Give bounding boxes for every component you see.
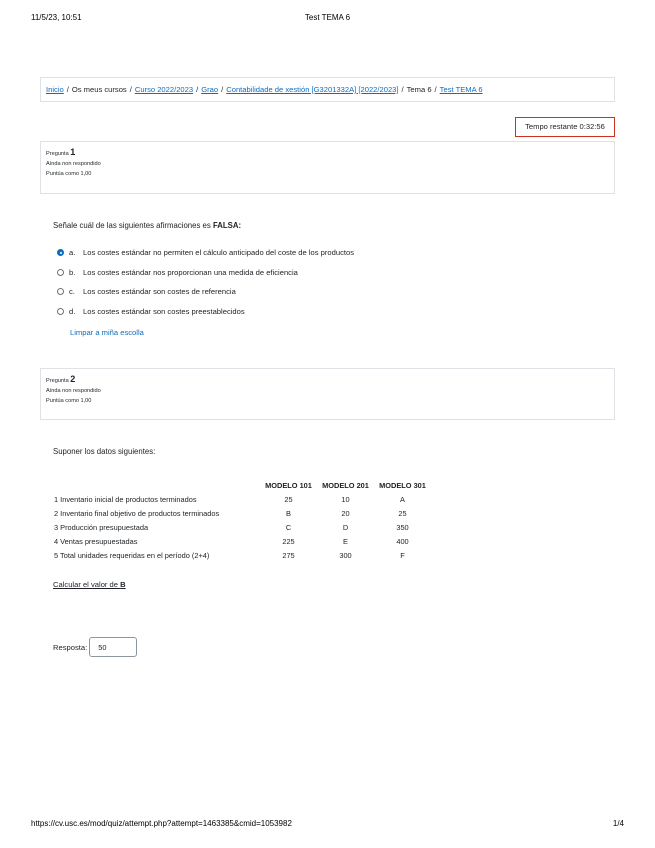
radio-b[interactable] — [57, 269, 64, 276]
calculation-prompt-text: Calcular el valor de — [53, 580, 121, 589]
data-table — [52, 478, 431, 562]
table-cell: B — [286, 508, 291, 518]
breadcrumb-separator: / — [221, 85, 224, 94]
breadcrumb-course-year[interactable]: Curso 2022/2023 — [134, 85, 194, 94]
calculation-prompt-variable: B — [120, 580, 126, 589]
breadcrumb-course[interactable]: Contabilidade de xestión [G3201332A] [2022/2023] — [226, 85, 399, 94]
answer-options — [57, 243, 354, 321]
table-cell: 25 — [398, 508, 407, 518]
question-1-text-prefix: Señale cuál de las siguientes afirmaciones es — [53, 221, 213, 230]
question-number-value: 1 — [70, 147, 76, 157]
breadcrumb-separator: / — [401, 85, 404, 94]
question-score: Puntúa como 1,00 — [46, 398, 92, 404]
table-cell: 275 — [282, 550, 295, 560]
question-number — [46, 374, 609, 386]
answer-label: Resposta: — [53, 642, 88, 652]
question-number — [46, 147, 609, 159]
print-datetime: 11/5/23, 10:51 — [31, 13, 82, 22]
question-score: Puntúa como 1,00 — [46, 171, 92, 177]
table-row — [52, 492, 431, 506]
option-text: Los costes estándar son costes de referencia — [83, 287, 236, 297]
radio-d[interactable] — [57, 308, 64, 315]
table-cell: A — [400, 494, 405, 504]
radio-c[interactable] — [57, 288, 64, 295]
table-cell: 1 Inventario inicial de productos terminados — [54, 494, 197, 504]
table-cell: 350 — [396, 522, 409, 532]
breadcrumb-separator: / — [129, 85, 132, 94]
table-header: MODELO 301 — [379, 480, 426, 490]
breadcrumb-separator: / — [434, 85, 437, 94]
table-cell: 10 — [341, 494, 350, 504]
table-cell: E — [343, 536, 348, 546]
time-remaining: Tempo restante 0:32:56 — [515, 117, 615, 137]
option-text: Los costes estándar son costes preestablecidos — [83, 306, 245, 316]
clear-choice-link[interactable]: Limpar a miña escolla — [70, 328, 144, 337]
page-number: 1/4 — [612, 819, 624, 828]
print-url: https://cv.usc.es/mod/quiz/attempt.php?attempt=1463385&cmid=1053982 — [31, 819, 292, 828]
breadcrumb — [40, 77, 615, 102]
option-a[interactable] — [57, 243, 354, 263]
table-row — [52, 506, 431, 520]
breadcrumb-separator: / — [66, 85, 69, 94]
table-header — [52, 478, 260, 492]
question-2-text: Suponer los datos siguientes: — [53, 447, 156, 456]
breadcrumb-separator: / — [196, 85, 199, 94]
breadcrumb-home[interactable]: Inicio — [46, 85, 64, 94]
option-d[interactable] — [57, 302, 354, 322]
radio-a-selected[interactable] — [57, 249, 64, 256]
table-row — [52, 548, 431, 562]
table-cell: 3 Producción presupuestada — [54, 522, 149, 532]
table-cell: F — [400, 550, 405, 560]
question-label: Pregunta — [46, 378, 69, 384]
answer-input[interactable] — [89, 637, 137, 657]
table-cell: 225 — [282, 536, 295, 546]
question-1-text — [53, 221, 241, 230]
option-text: Los costes estándar no permiten el cálculo anticipado del coste de los productos — [83, 248, 355, 258]
question-status: Aínda non respondido — [46, 161, 101, 167]
table-cell: C — [285, 522, 292, 532]
option-b[interactable] — [57, 263, 354, 283]
print-footer — [31, 819, 624, 831]
table-cell: 4 Ventas presupuestadas — [54, 536, 138, 546]
answer-row — [53, 637, 137, 657]
option-text: Los costes estándar nos proporcionan una medida de eficiencia — [83, 267, 298, 277]
table-row — [52, 534, 431, 548]
table-cell: 400 — [396, 536, 409, 546]
table-cell: 5 Total unidades requeridas en el período (2+4) — [54, 550, 210, 560]
breadcrumb-quiz[interactable]: Test TEMA 6 — [439, 85, 483, 94]
breadcrumb-my-courses: Os meus cursos — [71, 85, 127, 94]
option-letter: c. — [69, 287, 75, 297]
table-header: MODELO 201 — [322, 480, 369, 490]
question-label: Pregunta — [46, 151, 69, 157]
print-title: Test TEMA 6 — [304, 13, 351, 22]
question-1-info — [40, 141, 615, 194]
breadcrumb-topic: Tema 6 — [406, 85, 432, 94]
option-letter: b. — [69, 267, 76, 277]
calculation-prompt — [53, 580, 126, 589]
breadcrumb-degree[interactable]: Grao — [201, 85, 219, 94]
table-header: MODELO 101 — [265, 480, 312, 490]
question-2-info — [40, 368, 615, 420]
table-cell: 20 — [341, 508, 350, 518]
question-1-text-bold: FALSA: — [212, 221, 242, 230]
table-cell: D — [342, 522, 349, 532]
question-status: Aínda non respondido — [46, 388, 101, 394]
print-header — [31, 13, 624, 25]
table-cell: 300 — [339, 550, 352, 560]
option-letter: d. — [69, 306, 76, 316]
table-cell: 25 — [284, 494, 293, 504]
option-c[interactable] — [57, 282, 354, 302]
question-number-value: 2 — [70, 374, 76, 384]
option-letter: a. — [69, 248, 76, 258]
table-row — [52, 520, 431, 534]
table-header-row — [52, 478, 431, 492]
table-cell: 2 Inventario final objetivo de productos terminados — [54, 508, 220, 518]
